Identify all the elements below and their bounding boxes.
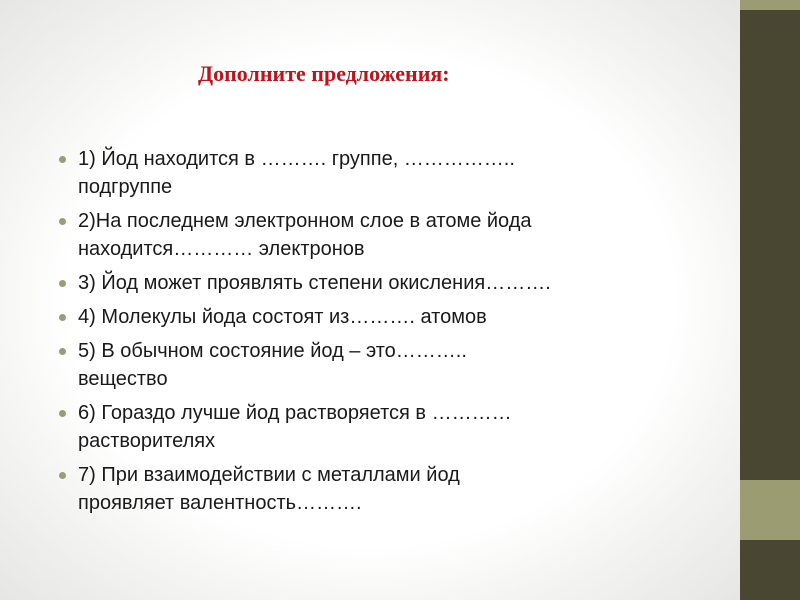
slide-title: Дополните предложения:	[198, 61, 450, 86]
side-bar	[740, 0, 800, 600]
side-bar-accent-top	[740, 0, 800, 10]
bullet-icon	[59, 410, 66, 417]
list-item	[58, 461, 730, 517]
list-item	[58, 337, 730, 393]
side-bar-accent-bottom	[740, 480, 800, 540]
bullet-icon	[59, 348, 66, 355]
list-item-line: подгруппе	[78, 176, 173, 198]
list-item-line: вещество	[78, 368, 168, 390]
list-item	[58, 399, 730, 455]
bullet-icon	[59, 156, 66, 163]
list-item-line: растворителях	[78, 430, 216, 452]
bullet-icon	[59, 218, 66, 225]
sentence-list	[58, 145, 730, 523]
list-item	[58, 269, 730, 297]
list-item-line: 7) При взаимодействии с металлами йод	[78, 464, 460, 486]
list-item	[58, 207, 730, 263]
list-item-line: 2)На последнем электронном слое в атоме йода	[78, 210, 532, 232]
list-item-line: проявляет валентность……….	[78, 492, 362, 514]
list-item-line: 1) Йод находится в ………. группе, ……………..	[78, 148, 515, 170]
list-item-line: 4) Молекулы йода состоят из………. атомов	[78, 306, 487, 328]
list-item-line: 3) Йод может проявлять степени окисления……….	[78, 272, 551, 294]
list-item	[58, 303, 730, 331]
bullet-icon	[59, 472, 66, 479]
list-item	[58, 145, 730, 201]
list-item-line: 6) Гораздо лучше йод растворяется в …………	[78, 402, 512, 424]
bullet-icon	[59, 280, 66, 287]
list-item-line: находится………… электронов	[78, 238, 365, 260]
bullet-icon	[59, 314, 66, 321]
list-item-line: 5) В обычном состояние йод – это………..	[78, 340, 467, 362]
